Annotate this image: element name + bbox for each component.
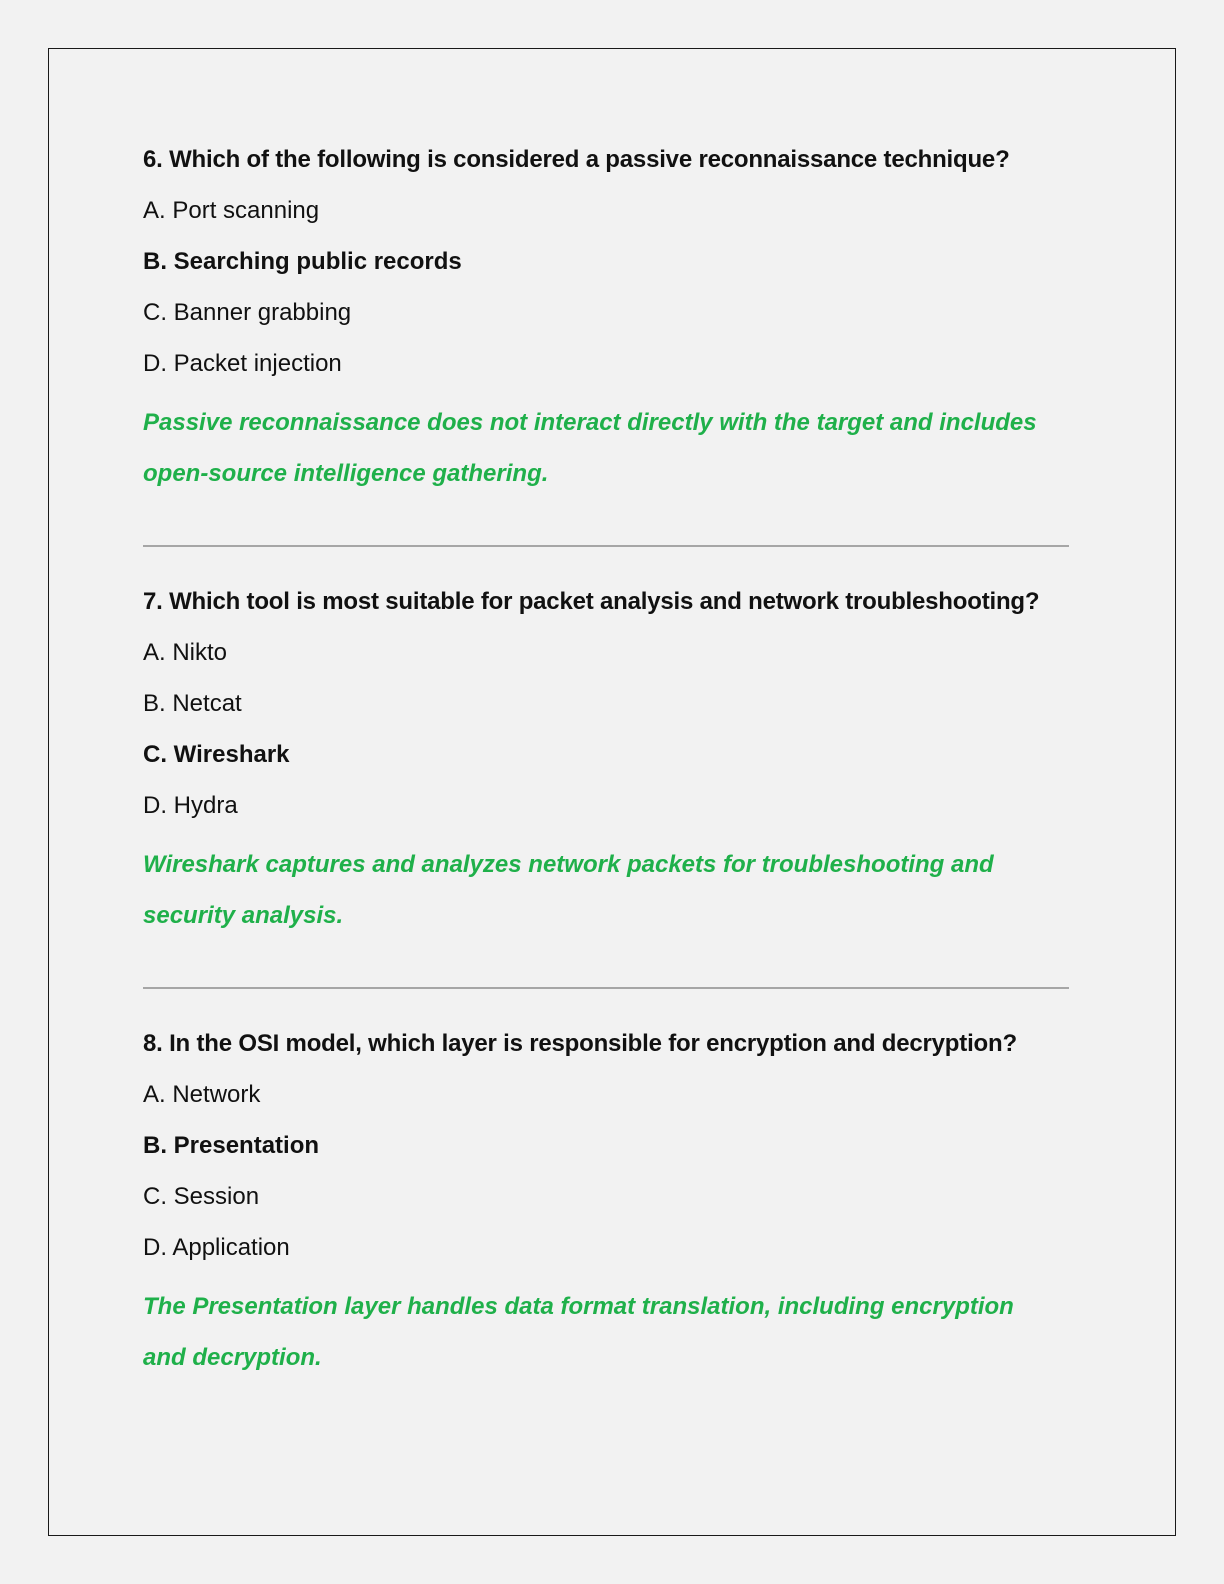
answer-option-d: D. Hydra xyxy=(143,792,238,819)
answer-option-c: C. Banner grabbing xyxy=(143,299,352,326)
answer-explanation: Passive reconnaissance does not interact directly with the target and includes open-source intelligence gathering. xyxy=(143,409,1037,487)
answer-option-a: A. Port scanning xyxy=(143,197,320,224)
answer-option-b-correct: B. Searching public records xyxy=(143,248,462,275)
question-text: 7. Which tool is most suitable for packet analysis and network troubleshooting? xyxy=(143,588,1040,615)
question-block-6 xyxy=(143,142,1083,499)
answer-option-d: D. Application xyxy=(143,1234,290,1261)
question-block-7 xyxy=(143,584,1083,941)
section-divider xyxy=(143,987,1069,989)
answer-option-c-correct: C. Wireshark xyxy=(143,741,290,768)
section-divider xyxy=(143,545,1069,547)
answer-explanation: Wireshark captures and analyzes network packets for troubleshooting and security analysis. xyxy=(143,851,994,929)
answer-option-b: B. Netcat xyxy=(143,690,242,717)
answer-option-a: A. Nikto xyxy=(143,639,228,666)
quiz-content xyxy=(143,142,1083,1383)
answer-option-a: A. Network xyxy=(143,1081,261,1108)
answer-option-b-correct: B. Presentation xyxy=(143,1132,320,1159)
question-text: 8. In the OSI model, which layer is responsible for encryption and decryption? xyxy=(143,1030,1017,1057)
question-text: 6. Which of the following is considered a passive reconnaissance technique? xyxy=(143,146,1010,173)
answer-explanation: The Presentation layer handles data format translation, including encryption and decryption. xyxy=(143,1293,1014,1371)
answer-option-d: D. Packet injection xyxy=(143,350,342,377)
answer-option-c: C. Session xyxy=(143,1183,260,1210)
question-block-8 xyxy=(143,1026,1083,1383)
